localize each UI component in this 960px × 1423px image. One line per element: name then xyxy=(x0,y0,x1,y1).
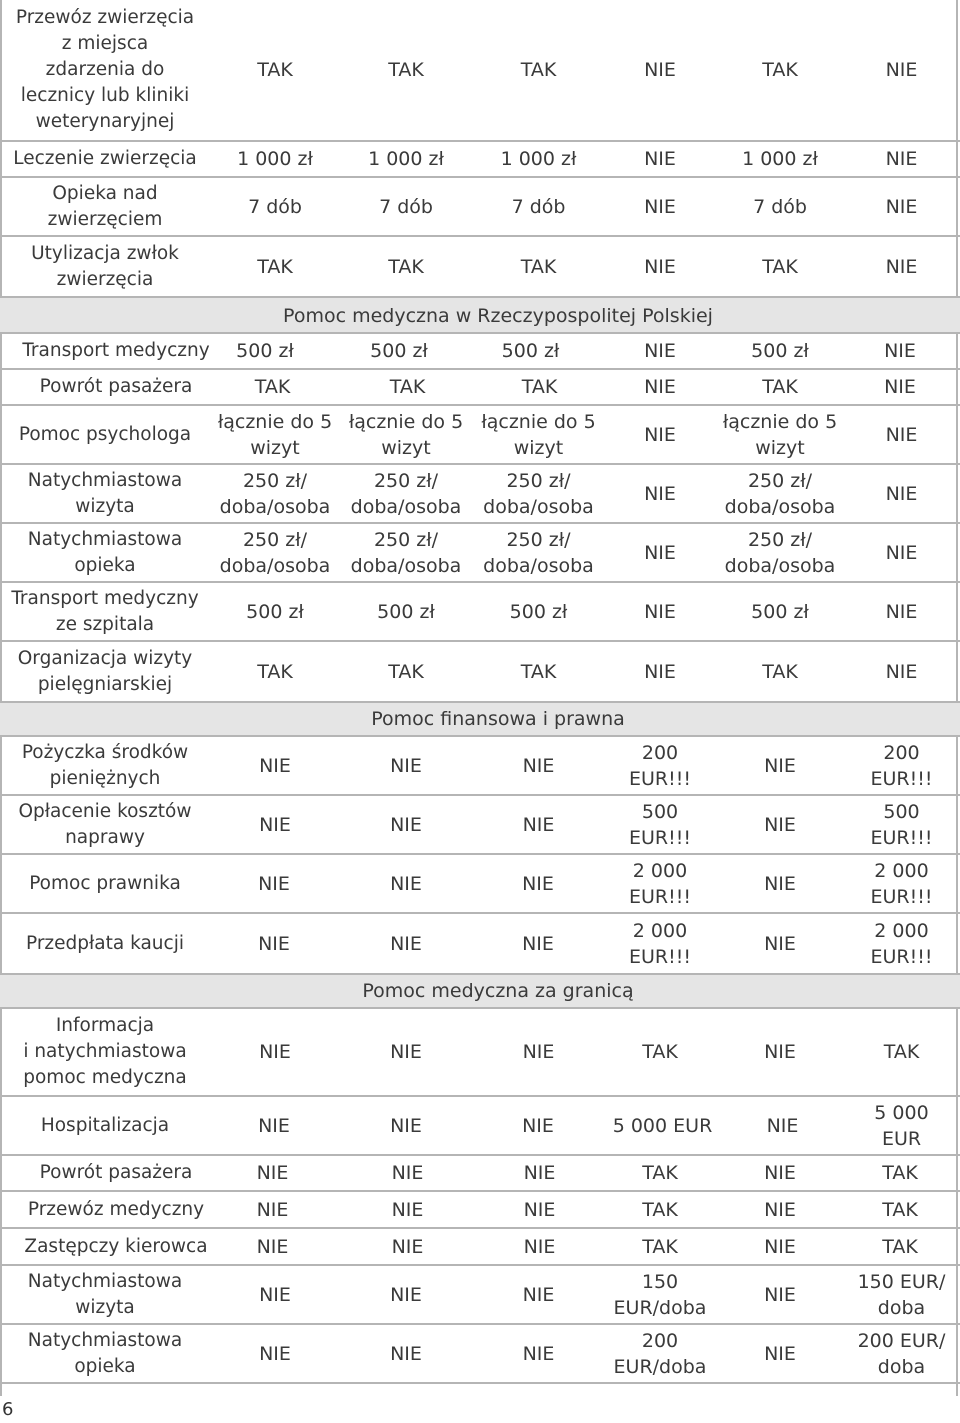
section-title: Pomoc medyczna za granicą xyxy=(362,980,634,1002)
value-cell: 250 zł/ doba/osoba xyxy=(350,528,462,577)
table-row xyxy=(0,524,960,583)
row-label: Powrót pasażera xyxy=(39,1162,193,1183)
row-label: Natychmiastowa opieka xyxy=(27,1329,183,1377)
value-cell: TAK xyxy=(257,255,293,278)
value-cell: 250 zł/ doba/osoba xyxy=(350,469,462,518)
value-cell: NIE xyxy=(522,1283,555,1306)
value-cell: TAK xyxy=(520,255,557,278)
value-cell: NIE xyxy=(644,59,676,81)
value-cell: NIE xyxy=(764,1235,796,1258)
value-cell: NIE xyxy=(885,255,918,278)
value-cell: NIE xyxy=(644,195,676,218)
row-label: Zastępczy kierowca xyxy=(24,1235,208,1257)
value-cell: 250 zł/ doba/osoba xyxy=(724,528,836,577)
row-label: Opłacenie kosztów naprawy xyxy=(18,800,192,848)
table-row xyxy=(0,334,960,370)
value-cell: 1 000 zł xyxy=(237,148,313,170)
value-cell: NIE xyxy=(390,1342,422,1365)
table-row xyxy=(0,642,960,701)
row-label: Informacja i natychmiastowa pomoc medyczna xyxy=(23,1015,187,1088)
value-cell: NIE xyxy=(390,932,422,955)
value-cell: TAK xyxy=(642,1235,678,1258)
value-cell: TAK xyxy=(882,1235,918,1258)
value-cell: NIE xyxy=(885,660,918,683)
value-cell: 7 dób xyxy=(753,195,807,218)
value-cell: NIE xyxy=(885,148,918,170)
value-cell: 250 zł/ doba/osoba xyxy=(219,528,331,577)
value-cell: TAK xyxy=(882,1198,918,1221)
row-label: Leczenie zwierzęcia xyxy=(13,148,197,169)
value-cell: 2 000 EUR!!! xyxy=(629,859,691,908)
value-cell: NIE xyxy=(764,872,796,895)
table-row xyxy=(0,142,960,178)
value-cell: TAK xyxy=(520,660,557,683)
row-label: Natychmiastowa opieka xyxy=(27,528,183,576)
section-header xyxy=(0,701,960,737)
value-cell: NIE xyxy=(764,754,796,777)
table-row xyxy=(0,1009,960,1097)
value-cell: NIE xyxy=(885,59,918,81)
value-cell: 500 zł xyxy=(246,600,304,623)
value-cell: NIE xyxy=(644,600,676,623)
value-cell: TAK xyxy=(642,1162,678,1184)
row-label: Przedpłata kaucji xyxy=(26,932,184,954)
table-row xyxy=(0,1192,960,1229)
value-cell: 2 000 EUR!!! xyxy=(870,919,933,968)
value-cell: NIE xyxy=(644,148,676,170)
table-row xyxy=(0,737,960,796)
value-cell: 150 EUR/doba xyxy=(613,1270,707,1319)
value-cell: NIE xyxy=(644,660,676,683)
value-cell: 200 EUR!!! xyxy=(629,741,691,790)
table-row xyxy=(0,855,960,914)
table-row xyxy=(0,796,960,855)
table-row xyxy=(0,1266,960,1325)
row-label: Transport medyczny xyxy=(22,340,210,361)
row-label: Hospitalizacja xyxy=(40,1114,170,1136)
value-cell: NIE xyxy=(522,813,555,836)
value-cell: NIE xyxy=(885,195,918,218)
value-cell: NIE xyxy=(522,754,555,777)
value-cell: 500 zł xyxy=(377,600,435,623)
value-cell: 500 zł xyxy=(751,340,809,362)
row-label: Natychmiastowa wizyta xyxy=(27,1270,183,1318)
value-cell: NIE xyxy=(522,1114,554,1137)
row-label: Opieka nad zwierzęciem xyxy=(47,182,163,230)
table-row xyxy=(0,406,960,465)
value-cell: TAK xyxy=(883,1041,920,1063)
value-cell: TAK xyxy=(257,59,293,81)
value-cell: NIE xyxy=(764,1198,796,1221)
row-label: Transport medyczny ze szpitala xyxy=(11,587,199,635)
value-cell: TAK xyxy=(257,660,293,683)
section-title: Pomoc medyczna w Rzeczypospolitej Polskiej xyxy=(283,305,713,327)
value-cell: TAK xyxy=(521,376,558,398)
value-cell: NIE xyxy=(644,482,676,505)
value-cell: łącznie do 5 wizyt xyxy=(722,410,838,459)
value-cell: 2 000 EUR!!! xyxy=(870,859,933,908)
row-label: Przewóz medyczny xyxy=(27,1198,205,1220)
value-cell: NIE xyxy=(390,813,422,836)
table-row xyxy=(0,370,960,406)
value-cell: 1 000 zł xyxy=(368,148,444,170)
value-cell: TAK xyxy=(642,1041,678,1063)
value-cell: NIE xyxy=(259,1041,291,1063)
value-cell: NIE xyxy=(259,1342,291,1365)
value-cell: 500 zł xyxy=(236,340,294,362)
value-cell: NIE xyxy=(391,1235,424,1258)
value-cell: 1 000 zł xyxy=(742,148,818,170)
value-cell: NIE xyxy=(644,340,676,362)
value-cell: NIE xyxy=(256,1198,289,1221)
value-cell: 500 zł xyxy=(370,340,428,362)
value-cell: NIE xyxy=(884,340,916,362)
value-cell: NIE xyxy=(259,1283,291,1306)
table-row xyxy=(0,465,960,524)
value-cell: NIE xyxy=(391,1162,424,1184)
value-cell: NIE xyxy=(885,423,918,446)
value-cell: TAK xyxy=(254,376,291,398)
table-row xyxy=(0,1156,960,1192)
table-row xyxy=(0,583,960,642)
value-cell: NIE xyxy=(523,1162,556,1184)
value-cell: TAK xyxy=(642,1198,678,1221)
value-cell: NIE xyxy=(390,872,422,895)
value-cell: NIE xyxy=(259,813,291,836)
value-cell: 200 EUR!!! xyxy=(870,741,933,790)
value-cell: NIE xyxy=(391,1198,424,1221)
value-cell: TAK xyxy=(762,376,798,398)
value-cell: NIE xyxy=(258,932,290,955)
row-label: Pomoc psychologa xyxy=(18,423,192,445)
value-cell: NIE xyxy=(885,541,918,564)
value-cell: NIE xyxy=(764,932,796,955)
table-row xyxy=(0,1229,960,1266)
value-cell: NIE xyxy=(764,1342,796,1365)
value-cell: 7 dób xyxy=(379,195,433,218)
value-cell: TAK xyxy=(762,660,798,683)
value-cell: NIE xyxy=(644,541,676,564)
value-cell: 250 zł/ doba/osoba xyxy=(483,469,594,518)
value-cell: NIE xyxy=(256,1162,289,1184)
value-cell: TAK xyxy=(389,376,426,398)
value-cell: 500 zł xyxy=(509,600,568,623)
value-cell: TAK xyxy=(388,59,424,81)
value-cell: NIE xyxy=(644,423,676,446)
row-label: Organizacja wizyty pielęgniarskiej xyxy=(17,647,193,695)
row-label: Powrót pasażera xyxy=(39,376,193,397)
value-cell: NIE xyxy=(256,1235,289,1258)
value-cell: łącznie do 5 wizyt xyxy=(217,410,333,459)
page-number: 6 xyxy=(2,1399,14,1420)
value-cell: 500 EUR!!! xyxy=(629,800,691,849)
value-cell: NIE xyxy=(522,932,554,955)
value-cell: 7 dób xyxy=(511,195,566,218)
value-cell: 7 dób xyxy=(248,195,302,218)
value-cell: NIE xyxy=(523,1198,556,1221)
value-cell: NIE xyxy=(764,813,796,836)
value-cell: NIE xyxy=(390,754,422,777)
value-cell: TAK xyxy=(388,660,424,683)
value-cell: 5 000 EUR xyxy=(874,1101,929,1150)
value-cell: TAK xyxy=(388,255,424,278)
value-cell: 1 000 zł xyxy=(500,148,577,170)
value-cell: TAK xyxy=(762,255,798,278)
value-cell: 250 zł/ doba/osoba xyxy=(724,469,836,518)
value-cell: NIE xyxy=(523,1235,556,1258)
value-cell: łącznie do 5 wizyt xyxy=(348,410,464,459)
table-row xyxy=(0,178,960,237)
value-cell: NIE xyxy=(522,1041,555,1063)
value-cell: 500 zł xyxy=(751,600,809,623)
value-cell: NIE xyxy=(390,1041,422,1063)
value-cell: NIE xyxy=(522,1342,555,1365)
value-cell: TAK xyxy=(882,1162,918,1184)
value-cell: 5 000 EUR xyxy=(612,1114,713,1137)
row-label: Pomoc prawnika xyxy=(29,872,181,894)
row-label: Natychmiastowa wizyta xyxy=(27,469,183,517)
value-cell: TAK xyxy=(520,59,557,81)
value-cell: NIE xyxy=(764,1162,796,1184)
section-header xyxy=(0,296,960,334)
value-cell: 150 EUR/ doba xyxy=(857,1270,946,1319)
value-cell: NIE xyxy=(885,482,918,505)
row-label: Utylizacja zwłok zwierzęcia xyxy=(31,242,179,290)
section-title: Pomoc finansowa i prawna xyxy=(371,708,625,730)
value-cell: NIE xyxy=(764,1283,796,1306)
value-cell: NIE xyxy=(390,1283,422,1306)
value-cell: TAK xyxy=(762,59,798,81)
value-cell: 500 EUR!!! xyxy=(870,800,933,849)
value-cell: łącznie do 5 wizyt xyxy=(481,410,596,459)
value-cell: NIE xyxy=(258,872,290,895)
value-cell: 200 EUR/ doba xyxy=(857,1329,946,1378)
table-row xyxy=(0,914,960,973)
value-cell: NIE xyxy=(644,255,676,278)
value-cell: NIE xyxy=(390,1114,422,1137)
value-cell: 200 EUR/doba xyxy=(613,1329,707,1378)
value-cell: 500 zł xyxy=(501,340,560,362)
value-cell: NIE xyxy=(885,600,918,623)
value-cell: 250 zł/ doba/osoba xyxy=(219,469,331,518)
value-cell: NIE xyxy=(764,1041,796,1063)
value-cell: NIE xyxy=(258,1114,290,1137)
value-cell: NIE xyxy=(522,872,554,895)
section-header xyxy=(0,973,960,1009)
value-cell: 250 zł/ doba/osoba xyxy=(483,528,594,577)
table-row xyxy=(0,1325,960,1384)
value-cell: NIE xyxy=(884,376,916,398)
table-row xyxy=(0,1097,960,1156)
value-cell: NIE xyxy=(644,376,676,398)
table-row xyxy=(0,237,960,296)
row-label: Pożyczka środków pieniężnych xyxy=(21,741,189,789)
value-cell: 2 000 EUR!!! xyxy=(629,919,691,968)
value-cell: NIE xyxy=(259,754,291,777)
value-cell: NIE xyxy=(766,1114,799,1137)
table-row xyxy=(0,0,960,142)
row-label: Przewóz zwierzęcia z miejsca zdarzenia do lecznicy lub kliniki weterynaryjnej xyxy=(15,7,195,132)
